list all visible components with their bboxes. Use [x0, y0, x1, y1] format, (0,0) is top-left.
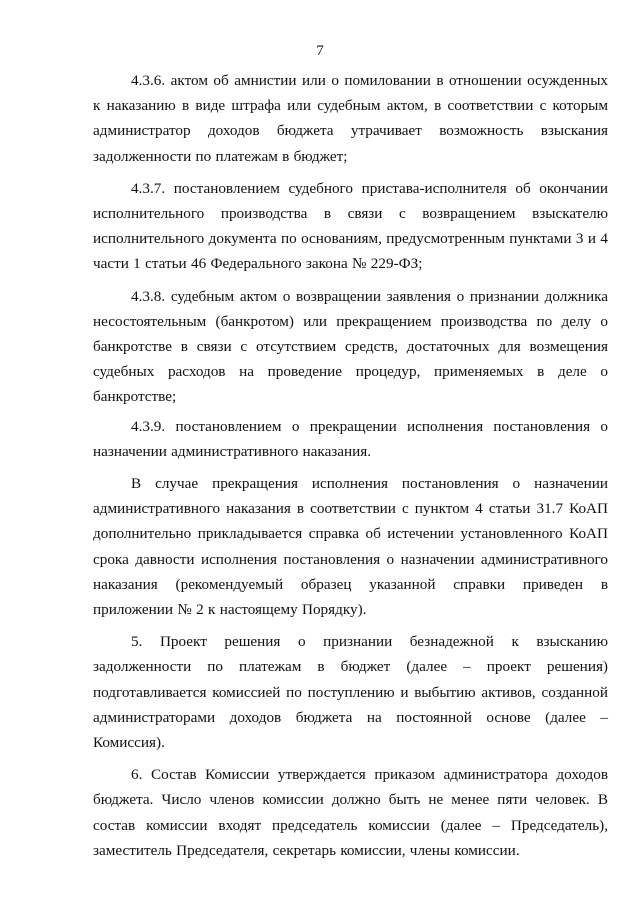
paragraph-4-3-9: 4.3.9. постановлением о прекращении исполнения постановления о назначении административного наказания. — [93, 417, 608, 460]
paragraph-4-3-6: 4.3.6. актом об амнистии или о помиловании в отношении осужденных к наказанию в виде штрафа или судебным актом, в соответствии с которым администратор доходов бюджета утрачивает возможность взыскания задолженности по платежам в бюджет; — [93, 72, 608, 165]
paragraph-4-3-8: 4.3.8. судебным актом о возвращении заявления о признании должника несостоятельным (банкротом) или прекращением производства по делу о банкротстве в связи с отсутствием средств, достаточных для возмещения судебных расходов на проведение процедур, применяемых в деле о банкротстве; — [93, 287, 608, 406]
page-number: 7 — [316, 43, 324, 59]
paragraph-6: 6. Состав Комиссии утверждается приказом администратора доходов бюджета. Число членов комиссии должно быть не менее пяти человек. В состав комиссии входят председатель комиссии (далее – Председатель), заместитель Председателя, секретарь комиссии, члены комиссии. — [93, 766, 608, 859]
document-body — [93, 68, 608, 870]
paragraph-koap-note: В случае прекращения исполнения постановления о назначении административного наказания в соответствии с пунктом 4 статьи 31.7 КоАП дополнительно прикладывается справка об истечении установленного КоАП срока давности исполнения постановления о назначении административного наказания (рекомендуемый образец указанной справки приведен в приложении № 2 к настоящему Порядку). — [93, 475, 608, 619]
paragraph-5: 5. Проект решения о признании безнадежной к взысканию задолженности по платежам в бюджет (далее – проект решения) подготавливается комиссией по поступлению и выбытию активов, созданной администраторами доходов бюджета на постоянной основе (далее – Комиссия). — [93, 633, 608, 752]
paragraph-4-3-7: 4.3.7. постановлением судебного пристава-исполнителя об окончании исполнительного производства в связи с возвращением взыскателю исполнительного документа по основаниям, предусмотренным пунктами 3 и 4 части 1 статьи 46 Федерального закона № 229-ФЗ; — [93, 179, 608, 273]
